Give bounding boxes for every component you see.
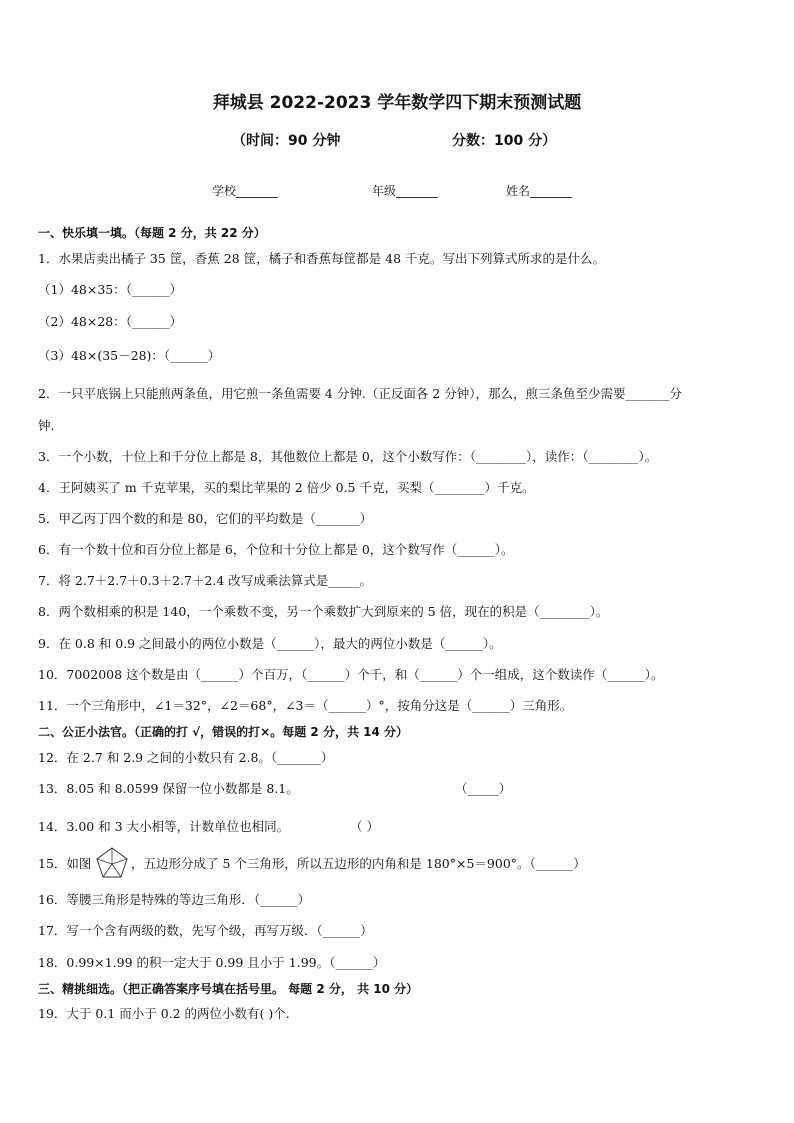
grade-field: 年级_______ <box>372 184 439 198</box>
question-8: 8．两个数相乘的积是 140，一个乘数不变，另一个乘数扩大到原来的 5 倍，现在的积是（________）。 <box>38 604 609 619</box>
exam-score: 分数：100 分） <box>452 133 557 149</box>
question-15-start: 15．如图 <box>38 856 92 871</box>
section-3-heading: 三、精挑细选。（把正确答案序号填在括号里。 每题 2 分， 共 10 分） <box>38 982 419 996</box>
pentagon-figure-icon <box>95 846 129 880</box>
school-field: 学校_______ <box>212 184 279 198</box>
question-3: 3．一个小数，十位上和千分位上都是 8，其他数位上都是 0，这个小数写作：（________），读作：（________）。 <box>38 449 658 464</box>
question-1-part-3: （3）48×(35－28)：（______） <box>38 348 221 363</box>
question-1-part-2: （2）48×28：（______） <box>38 314 182 329</box>
exam-time: （时间：90 分钟 <box>232 133 341 149</box>
question-6: 6．有一个数十位和百分位上都是 6，个位和十分位上都是 0，这个数写作（______）。 <box>38 542 514 557</box>
question-17: 17．写一个含有两级的数，先写个级，再写万级．（______） <box>38 923 373 938</box>
question-1: 1．水果店卖出橘子 35 筐，香蕉 28 筐，橘子和香蕉每筐都是 48 千克。写出下列算式所求的是什么。 <box>38 251 606 266</box>
name-field: 姓名_______ <box>506 184 573 198</box>
question-7: 7．将 2.7＋2.7＋0.3＋2.7＋2.4 改写成乘法算式是_____。 <box>38 573 373 588</box>
question-14: 14．3.00 和 3 大小相等，计数单位也相同。 <box>38 819 290 834</box>
question-13: 13．8.05 和 8.0599 保留一位小数都是 8.1。 <box>38 781 299 796</box>
question-14-answer: （ ） <box>350 819 379 834</box>
question-11: 11．一个三角形中，∠1＝32°，∠2＝68°，∠3＝（______）°，按角分这是（______）三角形。 <box>38 698 573 713</box>
question-2-continued: 钟. <box>38 418 55 433</box>
question-10: 10．7002008 这个数是由（______）个百万，（______）个千，和（______）个一组成，这个数读作（______）。 <box>38 667 664 682</box>
question-2: 2．一只平底锅上只能煎两条鱼，用它煎一条鱼需要 4 分钟.（正反面各 2 分钟），那么，煎三条鱼至少需要_______分 <box>38 386 682 401</box>
section-2-heading: 二、公正小法官。（正确的打 √，错误的打×。每题 2 分，共 14 分） <box>38 725 408 739</box>
section-1-heading: 一、快乐填一填。（每题 2 分，共 22 分） <box>38 226 266 240</box>
question-19: 19．大于 0.1 而小于 0.2 的两位小数有( )个. <box>38 1006 290 1021</box>
question-12: 12．在 2.7 和 2.9 之间的小数只有 2.8。（_______） <box>38 750 334 765</box>
question-16: 16．等腰三角形是特殊的等边三角形．（______） <box>38 892 311 907</box>
question-5: 5．甲乙丙丁四个数的和是 80，它们的平均数是（_______） <box>38 511 373 526</box>
question-13-answer: （_____） <box>455 781 512 796</box>
question-18: 18．0.99×1.99 的积一定大于 0.99 且小于 1.99。（______） <box>38 955 386 970</box>
question-9: 9．在 0.8 和 0.9 之间最小的两位小数是（______），最大的两位小数是（______）。 <box>38 636 502 651</box>
question-15-rest: ，五边形分成了 5 个三角形，所以五边形的内角和是 180°×5＝900°。（______） <box>131 856 586 871</box>
page-title: 拜城县 2022-2023 学年数学四下期末预测试题 <box>212 93 582 113</box>
question-1-part-1: （1）48×35：（______） <box>38 282 182 297</box>
question-4: 4．王阿姨买了 m 千克苹果，买的梨比苹果的 2 倍少 0.5 千克，买梨（________）千克。 <box>38 480 535 495</box>
